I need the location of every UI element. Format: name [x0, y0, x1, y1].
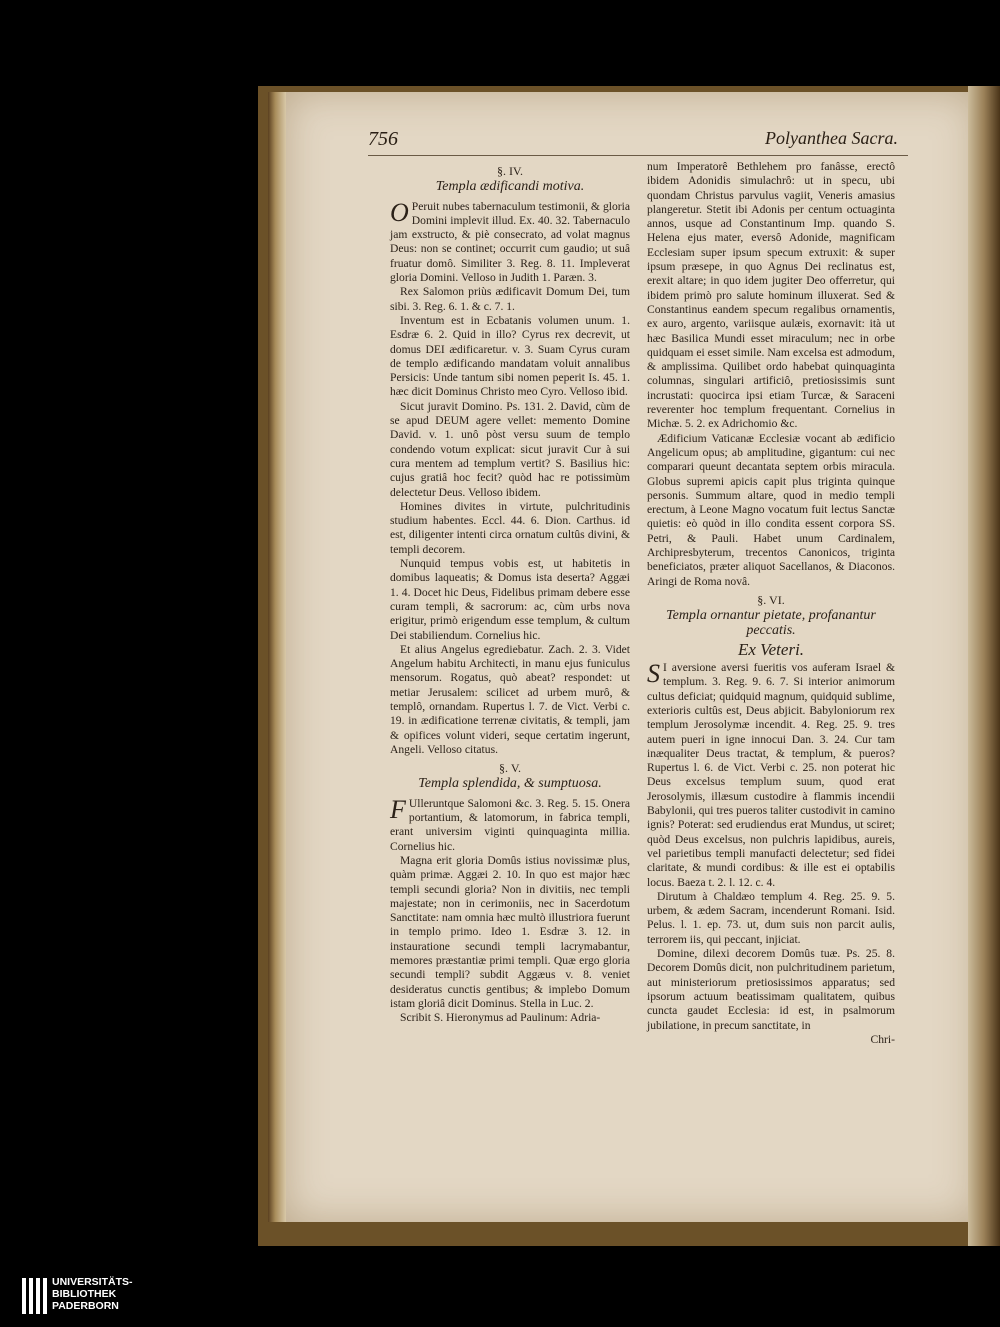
section-number: §. IV.: [496, 164, 524, 178]
paragraph-text: Peruit nubes tabernaculum testimonii, & gloria Domini implevit illud. Ex. 40. 32. Tabernaculo jam exstructo, & piè consecrato, ad volat magnus Deus: non se continet; occurrit cum gaudio; ut suâ fruatur domô. Similiter 3. Reg. 8. 11. Impleverat gloria Domini. Velloso in Judith 1. Paræn. 3.: [390, 199, 630, 285]
paragraph: Domine, dilexi decorem Domûs tuæ. Ps. 25. 8. Decorem Domûs dicit, non pulchritudinem parietum, aut ministeriorum pretiosissimos apparatus; sed ipsorum actuum beatissimam qualitatem, quibus cuncta gaudet Ecclesia: id est, in psalmorum jubilatione, in precum sanctitate, in: [647, 947, 895, 1032]
paragraph: Scribit S. Hieronymus ad Paulinum: Adria-: [400, 1011, 601, 1025]
running-title: Polyanthea Sacra.: [765, 128, 898, 148]
paragraph-drop-cap: [647, 661, 895, 890]
logo-bars-icon: [22, 1278, 48, 1314]
page-edge: [268, 92, 286, 1222]
catchword: Chri-: [870, 1032, 895, 1046]
subsection-title: Ex Veteri.: [737, 639, 805, 659]
right-column: [647, 160, 895, 1047]
logo-line-1: UNIVERSITÄTS-: [52, 1276, 133, 1288]
section-title: Templa ornantur pietate, profanantur peccatis.: [666, 608, 876, 638]
drop-cap: O: [390, 197, 409, 227]
section-title: Templa ædificandi motiva.: [435, 179, 585, 195]
paragraph: num Imperatorê Bethlehem pro fanâsse, erectô ibidem Adonidis simulachrô: ut in specu, ubi quondam Christus parvulus vagiit, Veneris amasius plangeretur. Stetit ibi Adonis per centum octuaginta annos, usque ad Constantinum Imp. quando S. Helena ejus mater, eversô Adonide, magnificam Ecclesiam super ipsum specum extruxit: & super ipsum præsepe, in quo Agnus Dei reclinatus est, erexit altare; in quo idem jugiter Deo offerretur, qui ibidem primò pro salute hominum illuxerat. Sed & Constantinus eandem specum regalibus ornamentis, ex auro, argento, variisque aulæis, exornavit: ità ut hæc Basilica Mundi esset miraculum; nec in orbe quidquam ei esset simile. Nam excelsa est admodum, & amplissima. Quilibet ordo habebat quinquaginta columnas, singulari artificiô, pretiosissimis sunt incrustati: quocirca ipsi etiam Turcæ, & Saraceni reverenter hoc templum frequentant. Cornelius in Michæ. 5. 2. ex Adrichomio &c.: [647, 160, 895, 431]
head-rule: [368, 155, 908, 156]
left-column: [390, 160, 630, 1026]
drop-cap: F: [390, 794, 406, 824]
drop-cap: S: [647, 659, 660, 689]
section-title: Templa splendida, & sumptuosa.: [418, 776, 602, 792]
paragraph: Sicut juravit Domino. Ps. 131. 2. David, cùm de se apud DEUM agere vellet: memento Domine David. v. 1. unô pòst versu suum de templo condendo votum explicat: sicut juravit Cur à sui cura mentem ad templum vertit? S. Basilius hic: cujus gratiâ hoc fecit? quòd hac re potissimùm delectetur Deus. Velloso ibidem.: [390, 399, 630, 499]
paragraph: Et alius Angelus egrediebatur. Zach. 2. 3. Videt Angelum habitu Architecti, in manu ejus funiculus mensorum. Rogatus, quò abeat? respondet: ut metiar Jerusalem: scilicet ad urbem murô, & templô, ornandam. Rupertus l. 7. de Vict. Verbi c. 19. in ædificatione terrenæ civitatis, & templi, jam & opifices volunt videri, seque certatim ingerunt, Angeli. Velloso citatus.: [390, 642, 630, 756]
paragraph: Inventum est in Ecbatanis volumen unum. 1. Esdræ 6. 2. Quid in illo? Cyrus rex decrevit, ut domus DEI ædificaretur. v. 3. Suam Cyrus curam de templo ædificando mandatam voluit annalibus Persicis: Unde tantum sibi nomen peperit Is. 45. 1. hæc dicit Dominus Christo meo Cyro. Velloso ibid.: [390, 313, 630, 399]
logo-text: [52, 1276, 133, 1312]
section-number: §. VI.: [757, 592, 785, 607]
logo-line-3: PADERBORN: [52, 1300, 119, 1312]
paragraph: Magna erit gloria Domûs istius novissimæ plus, quàm primæ. Aggæi 2. 10. In quo est major hæc templi secundi gloria? Non in divitiis, nec templi majestate; non in cerimoniis, nec in Sacerdotum Sanctitate: nam omnia hæc multò illustriora fuerunt in templo primo. Ideo 1. Esdræ 3. 12. in instauratione secundi templi lacrymabantur, memores præstantiæ primi templi. Quæ ergo gloria secundi templi? subdit Aggæus v. 8. veniet desideratus cunctis gentibus; & implebo Domum istam gloriâ dicit Dominus. Stella in Luc. 2.: [390, 853, 630, 1010]
running-head: [368, 128, 898, 154]
paragraph-drop-cap: [390, 197, 630, 286]
section-number: §. V.: [499, 761, 521, 776]
paragraph: Rex Salomon priùs ædificavit Domum Dei, tum sibi. 3. Reg. 6. 1. & c. 7. 1.: [390, 285, 630, 313]
page-number: 756: [368, 128, 398, 150]
paragraph-text: I aversione aversi fueritis vos auferam Israel & templum. 3. Reg. 9. 6. 7. Si interior animorum cultus deficiat; quidquid magnum, quidquid sublime, exterioris cultûs est, Deus abjicit. Babyloniorum rex templum Jerosolymæ incendit. 4. Reg. 25. 9. tres autem pueri in igne innocui Dan. 3. 24. Cur tam inæqualiter Deus tractat, & templum, & pueros? Rupertus l. 6. de Vict. Verbi c. 25. non poterat hic Deus excelsus templum suum, quod erat Jerosolymis, illæsum custodire à flammis incendii Babylonii, qui tres pueros taliter custodivit in camino ignis? Poterat: sed erudiendus erat Mundus, ut sciret; quòd Deus excelsus, non pulchris lapidibus, aureis, vel parietibus templi manufacti delectetur; sed fidei claritate, & mundi cordibus: & ille est ei optabilis locus. Baeza t. 2. l. 12. c. 4.: [647, 661, 895, 889]
paragraph: Dirutum à Chaldæo templum 4. Reg. 25. 9. 5. urbem, & ædem Sacram, incenderunt Romani. Isid. Pelus. l. 1. ep. 73. ut, dum suis non parcit aulis, terrorem iis, qui peccant, injiciat.: [647, 889, 895, 946]
paragraph-text: Ulleruntque Salomoni &c. 3. Reg. 5. 15. Onera portantium, & latomorum, in fabrica templi, erant universim viginti quinquaginta millia. Cornelius hic.: [390, 796, 630, 853]
paragraph: Homines divites in virtute, pulchritudinis studium habentes. Eccl. 44. 6. Dion. Carthus. id est, diligenter intenti circa ornatum cultûs divini, & templi decorem.: [390, 499, 630, 556]
logo-line-2: BIBLIOTHEK: [52, 1288, 117, 1300]
book-gutter: [968, 86, 1000, 1246]
library-logo: [22, 1276, 222, 1318]
paragraph: Ædificium Vaticanæ Ecclesiæ vocant ab ædificio Angelicum opus; ab amplitudine, gigantum: cui nec comparari queunt decantata septem orbis miracula. Globus supremi apicis capit plus triginta quinque personis. Summum altare, quod in medio templi erectum, à Leone Magno vocatum fuit lectus Sanctæ quietis: eò quòd in illo condita essent corpora SS. Petri, & Pauli. Habet unum Cardinalem, Archipresbyterum, trecentos Canonicos, triginta beneficiatos, præter aliquot Sacellanos, & Diaconos. Aringi de Roma novâ.: [647, 431, 895, 588]
paragraph: Nunquid tempus vobis est, ut habitetis in domibus laqueatis; & Domus ista deserta? Aggæi 1. 4. Docet hic Deus, Fidelibus primam debere esse curam templi, & sacrorum: ac, cùm urbs nova erigitur, primò erigendum esse templum, & cultum Dei stabiliendum. Cornelius hic.: [390, 557, 630, 642]
paragraph-drop-cap: [390, 794, 630, 854]
